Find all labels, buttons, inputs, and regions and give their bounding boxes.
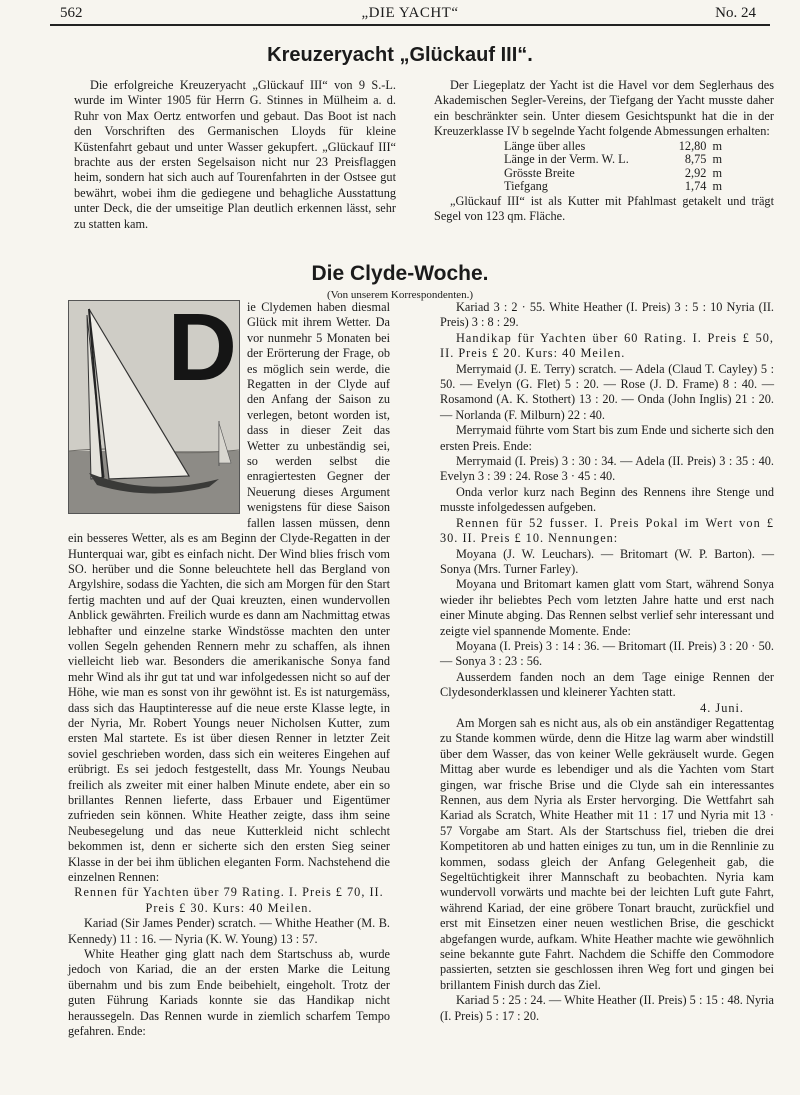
race-entries: Kariad (Sir James Pender) scratch. — Whithe Heather (M. B. Kennedy) 11 : 16. — Nyria (K. W. Young) 13 : 57. xyxy=(68,916,390,946)
dimension-unit: m xyxy=(712,138,723,153)
article2-left-column xyxy=(68,300,390,1040)
article1-left-text: Die erfolgreiche Kreuzeryacht „Glückauf III“ von 9 S.-L. wurde im Winter 1905 für Herrn G. Stinnes in Mülheim a. d. Ruhr von Max Oertz entworfen und gebaut. Das Boot ist nach den Vorschriften des Germanischen Lloyds für kleine Küstenfahrt gebaut und unter Wasser gekupfert. „Glückauf III“ brachte aus der ersten Segelsaison nicht nur 23 Preisflaggen heim, sondern hat sich auch auf Tourenfahrten in der Ostsee gut bewährt, wobei ihm die gediegene und behagliche Ausstattung unter Deck, die der umseitige Plan deutlich erkennen lässt, sehr zu statten kam. xyxy=(74,78,396,231)
race-heading: Handikap für Yachten über 60 Rating. I. Preis £ 50, II. Preis £ 20. Kurs: 40 Meilen. xyxy=(440,330,774,361)
dimension-unit: m xyxy=(712,179,723,194)
article2-paragraph: Moyana und Britomart kamen glatt vom Start, während Sonya wieder ihr beliebtes Pech vom letzten Jahre hatte und erst nach einer Minute abging. Das Rennen selbst verlief sehr interessant und zeigte viel spannende Momente. Ende: xyxy=(440,577,774,638)
dimension-unit: m xyxy=(712,165,723,180)
dimension-row xyxy=(504,153,722,167)
dimension-row xyxy=(504,167,722,181)
journal-title: „DIE YACHT“ xyxy=(361,5,459,21)
page-number: 562 xyxy=(60,5,83,21)
race-entries: Moyana (J. W. Leuchars). — Britomart (W. P. Barton). — Sonya (Mrs. Turner Farley). xyxy=(440,546,774,576)
article1-right-column xyxy=(434,78,774,225)
article1-left-column xyxy=(74,78,396,232)
race-result: Merrymaid (I. Preis) 3 : 30 : 34. — Adela (II. Preis) 3 : 35 : 40. Evelyn 3 : 39 : 24. Rose 3 · 45 : 40. xyxy=(440,454,774,484)
dimension-unit: m xyxy=(712,152,723,167)
dimension-label: Länge über alles xyxy=(504,138,586,153)
article2-title: Die Clyde-Woche. xyxy=(311,262,489,285)
page-header xyxy=(50,2,770,26)
drop-cap-letter: D xyxy=(167,300,237,401)
dimensions-table xyxy=(504,140,722,194)
date-heading: 4. Juni. xyxy=(700,700,744,715)
dimension-value: 8,75 xyxy=(684,152,707,167)
dimension-value: 2,92 xyxy=(684,165,707,180)
article1-title: Kreuzeryacht „Glückauf III“. xyxy=(267,44,533,66)
dimension-value: 1,74 xyxy=(684,179,707,194)
race-result: Moyana (I. Preis) 3 : 14 : 36. — Britomart (II. Preis) 3 : 20 · 50. — Sonya 3 : 23 : 56. xyxy=(440,638,774,669)
race-heading: Rennen für Yachten über 79 Rating. I. Preis £ 70, II. Preis £ 30. Kurs: 40 Meilen. xyxy=(74,885,384,915)
issue-number: No. 24 xyxy=(715,5,756,21)
article2-paragraph: Merrymaid führte vom Start bis zum Ende und sicherte sich den ersten Preis. Ende: xyxy=(440,423,774,453)
article2-right-column xyxy=(440,300,774,1024)
dimension-value: 12,80 xyxy=(678,138,707,153)
race-result: Kariad 5 : 25 : 24. — White Heather (II. Preis) 5 : 15 : 48. Nyria (I. Preis) 5 : 17 : 20. xyxy=(440,993,774,1023)
dimension-label: Länge in der Verm. W. L. xyxy=(504,152,629,167)
race-result: Kariad 3 : 2 · 55. White Heather (I. Preis) 3 : 5 : 10 Nyria (II. Preis) 3 : 8 : 29. xyxy=(440,300,774,330)
dimension-label: Tiefgang xyxy=(504,179,548,194)
article2-paragraph: Onda verlor kurz nach Beginn des Rennens ihre Stenge und musste infolgedessen aufgeben. xyxy=(440,484,774,515)
article1-closing: „Glückauf III“ ist als Kutter mit Pfahlmast getakelt und trägt Segel von 123 qm. Fläche. xyxy=(434,194,774,224)
drop-cap-illustration xyxy=(68,300,240,514)
article2-subtitle: (Von unserem Korrespondenten.) xyxy=(326,289,474,301)
article2-paragraph: Am Morgen sah es nicht aus, als ob ein anständiger Regattentag zu Stande kommen würde, denn die Hitze lag warm aber windstill über dem Wasser, das von keiner Welle gekräuselt wurde. Gegen Mittag aber wurde es lebendiger und als die Yachten vom Start gingen, war frische Brise und die Clyde sah ein interessantes Rennen, aus dem Nyria als Erster hervorging. Die Wettfahrt sah Kariad als Scratch, White Heather mit 11 : 17 und Nyria mit 13 · 57 Vorgabe am Start. Als der Startschuss fiel, trieben die drei Kompetitoren ab und hatten einiges zu tun, um in die Rennlinie zu kommen, sodass gleich der Anfang Gelegenheit gab, die Segeltüchtigkeit ihrer Mannschaft zu beobachten. Nyria kam wundervoll vorwärts und machte bei der leichten Luft gute Fahrt, während Kariad, der eine gröbere Tonart braucht, zurückfiel und erst mit Einsetzen einer neuen westlichen Brise, die geschickt abgefangen wurde, aufkam. White Heather machte wie gewöhnlich seine bekannte gute Fahrt. Nachdem die Schiffe den Commodore passierten, setzten sie geschlossen ihren Weg fort und gingen bei brillantem Finish durch das Ziel. xyxy=(440,715,774,992)
dimension-row xyxy=(504,180,722,194)
article2-paragraph: Ausserdem fanden noch an dem Tage einige Rennen der Clydesonderklassen und kleinerer Yachten statt. xyxy=(440,669,774,700)
race-entries: Merrymaid (J. E. Terry) scratch. — Adela (Claud T. Cayley) 5 : 50. — Evelyn (G. Flet) 5 : 20. — Rose (J. D. Frame) 8 : 40. — Rosamond (A. K. Stothert) 13 : 20. — Onda (John Inglis) 21 : 20. — Norlanda (F. Milburn) 22 : 40. xyxy=(440,361,774,422)
article2-paragraph: ie Clydemen haben diesmal Glück mit ihrem Wetter. Da vor nunmehr 5 Monaten bei der Erörterung der Frage, ob es möglich sein werde, die Regatten in der Clyde auf den Anfang der Saison zu verlegen, betont worden ist, dass in dieser Zeit das Wetter zu unbeständig sei, so werden selbst die enragiertesten Gegner der Neuerung dieses Argument wenigstens für diese Saison fallen lassen müssen, denn ein besseres Wetter, als es am Beginn der Clyde-Regatten in der Hunterquai war, gibt es einfach nicht. Der Wind blies frisch vom SO. herüber und die Sonne beleuchtete hell das Bergland von Argylshire, sodass die Yachten, die sich am Morgen für den Start fertig machten und auf der Quai kreuzten, einen wundervollen Anblick gewährten. Freilich wurde es dann am Nachmittag etwas lebhafter und einzelne starke Windstösse machten den unter vollen Segeln gehenden Rennern mehr zu schaffen, als ihnen vielleicht lieb war. Besonders die amerikanische Sonya fand mehr Wind als ihr gut tat und war infolgedessen nicht so auf der Höhe, wie man es sonst von ihr gewöhnt ist. Es ist naturgemäss, dass sich das Hauptinteresse auf die neue erste Klasse legte, in der Nyria, Mr. Robert Youngs neuer Nicholsen Kutter, zum ersten Mal startete. Es ist über diesen Renner in letzter Zeit soviel geschrieben worden, dass sich ein weiteres Eingehen auf erübrigt. Es sei jedoch festgestellt, dass Mr. Youngs Neubau freilich als zweiter mit einer halben Minute endete, aber ein so brillantes Rennen lieferte, dass Erbauer und Eigentümer zufrieden sein können. White Heather zeigte, dass ihm seine Neubesegelung und das neue Kutterkleid nicht schlecht bekommen ist, denn er sicherte sich den ersten Sieg seiner Klasse in der bei ihm üblichen eleganten Form. Nachstehend die einzelnen Rennen: xyxy=(68,300,391,885)
article2-paragraph: White Heather ging glatt nach dem Startschuss ab, wurde jedoch von Kariad, die an der ersten Marke die Leitung übernahm und bis zum Ende beibehielt, eingeholt. Trotz der guten Führung Kariads konnte sie das Handikap nicht heraussegeln. Das Rennen wurde in ziemlich scharfem Tempo gefahren. Ende: xyxy=(68,947,390,1039)
article1-right-text: Der Liegeplatz der Yacht ist die Havel vor dem Seglerhaus des Akademischen Segler-Vereins, der Tiefgang der Yacht musste daher ein beschränkter sein. Unter diesem Gesichtspunkt hat die in der Kreuzerklasse IV b segelnde Yacht folgende Abmessungen erhalten: xyxy=(434,78,774,139)
race-heading: Rennen für 52 fusser. I. Preis Pokal im Wert von £ 30. II. Preis £ 10. Nennungen: xyxy=(440,515,774,546)
dimension-label: Grösste Breite xyxy=(504,165,575,180)
dimension-row xyxy=(504,140,722,154)
